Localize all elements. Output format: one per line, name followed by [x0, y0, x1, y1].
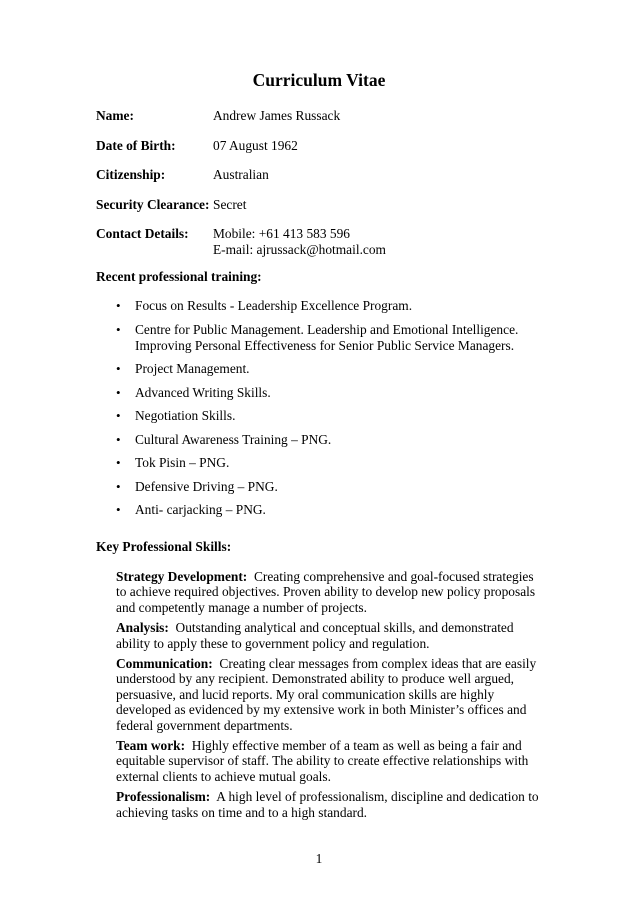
list-item: [116, 408, 546, 424]
field-value-line: Australian: [213, 167, 269, 182]
bullet-icon: •: [116, 298, 121, 313]
field-value-line: Mobile: +61 413 583 596: [213, 226, 350, 241]
training-list: [116, 298, 546, 526]
field-value: [213, 138, 298, 154]
skill-name: Professionalism:: [116, 789, 211, 805]
list-item: [116, 432, 546, 448]
list-item-text: Defensive Driving – PNG.: [135, 478, 278, 494]
bullet-icon: •: [116, 431, 121, 447]
skill-name: Analysis:: [116, 620, 169, 636]
bullet-icon: •: [116, 384, 121, 400]
field-value: [213, 197, 246, 213]
list-item: [116, 479, 546, 495]
list-item-text: Project Management.: [135, 361, 250, 376]
list-item-text: Cultural Awareness Training – PNG.: [135, 431, 332, 447]
field-value-line: Secret: [213, 197, 247, 212]
skill-paragraph: [116, 738, 540, 784]
skill-name: Team work:: [116, 738, 186, 754]
list-item: [116, 455, 546, 471]
field-value-line: E-mail: ajrussack@hotmail.com: [213, 242, 386, 257]
field-value: [213, 167, 269, 183]
bullet-icon: •: [116, 361, 121, 376]
skill-name: Strategy Development:: [116, 569, 248, 584]
skill-name: Communication:: [116, 656, 213, 672]
field-value: [213, 226, 386, 258]
field-value: [213, 108, 340, 124]
skill-paragraph: [116, 620, 540, 651]
skill-text: Creating clear messages from complex ideas that are easily understood by any recipient. Demonstrated ability to produce well argued, persuasive, and lucid reports. My oral communication skills are highly developed as evidenced by my extensive work in both Minister’s offices and federal government departments.: [116, 656, 537, 733]
skills-list: [116, 569, 540, 825]
skill-paragraph: [116, 656, 540, 733]
bullet-icon: •: [116, 478, 121, 494]
bullet-icon: •: [116, 455, 121, 470]
skill-text: Outstanding analytical and conceptual skills, and demonstrated ability to apply these to government policy and regulation.: [116, 620, 514, 651]
field-label: Security Clearance:: [96, 197, 210, 212]
field-label: Name:: [96, 108, 134, 123]
field-value-line: Andrew James Russack: [213, 108, 341, 123]
training-heading: Recent professional training:: [96, 269, 262, 284]
skill-text: A high level of professionalism, discipline and dedication to achieving tasks on time and to a high standard.: [116, 789, 539, 820]
list-item: [116, 502, 546, 518]
document-title: Curriculum Vitae: [252, 70, 386, 90]
list-item-text: Tok Pisin – PNG.: [135, 455, 230, 470]
bullet-icon: •: [116, 502, 121, 517]
list-item: [116, 298, 546, 314]
bullet-icon: •: [116, 321, 121, 337]
list-item: [116, 361, 546, 377]
skill-paragraph: [116, 569, 540, 615]
field-label: Contact Details:: [96, 226, 189, 241]
list-item-text: Advanced Writing Skills.: [135, 384, 271, 400]
list-item-text: Centre for Public Management. Leadership and Emotional Intelligence. Improving Personal Effectiveness for Senior Public Service Managers.: [135, 321, 519, 353]
skill-text: Creating comprehensive and goal-focused strategies to achieve required objectives. Proven ability to develop new policy proposals and competently manage a number of projects.: [116, 569, 536, 615]
page-number: 1: [315, 851, 323, 866]
list-item: [116, 322, 546, 354]
bullet-icon: •: [116, 408, 121, 423]
skill-paragraph: [116, 789, 540, 820]
field-value-line: 07 August 1962: [213, 138, 298, 153]
list-item-text: Negotiation Skills.: [135, 408, 236, 423]
skills-heading: Key Professional Skills:: [96, 539, 232, 554]
field-label: Date of Birth:: [96, 138, 176, 153]
list-item-text: Focus on Results - Leadership Excellence Program.: [135, 298, 413, 313]
skill-text: Highly effective member of a team as well as being a fair and equitable supervisor of staff. The ability to create effective relationships with external clients to achieve mutual goals.: [116, 738, 529, 784]
field-label: Citizenship:: [96, 167, 166, 182]
list-item-text: Anti- carjacking – PNG.: [135, 502, 266, 517]
list-item: [116, 385, 546, 401]
